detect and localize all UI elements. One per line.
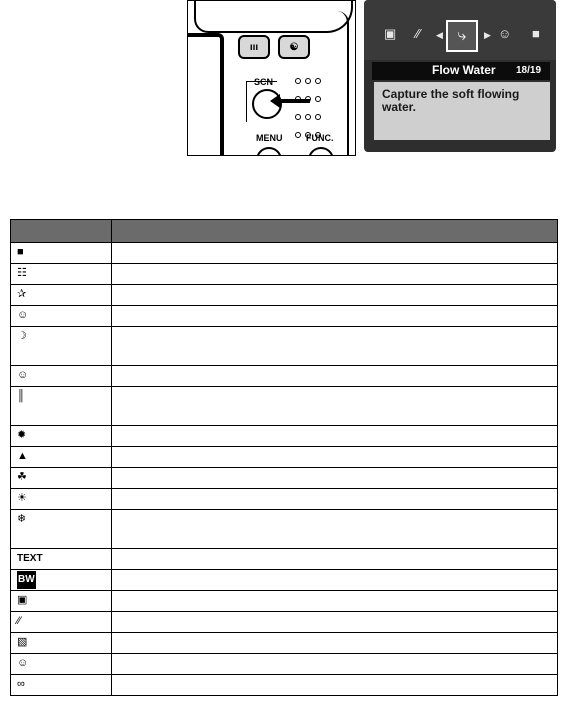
rain-icon: ⁄⁄ (416, 26, 421, 41)
description-cell (112, 285, 558, 306)
table-row (11, 510, 558, 549)
baby-icon: ☺ (17, 657, 29, 669)
icon-cell (11, 306, 112, 327)
scene-description: Capture the soft flowing water. (374, 82, 550, 140)
table-row (11, 489, 558, 510)
table-row (11, 675, 558, 696)
description-cell (112, 447, 558, 468)
table-row (11, 468, 558, 489)
table-row (11, 387, 558, 426)
table-row (11, 327, 558, 366)
icon-cell (11, 426, 112, 447)
menu-label: MENU (256, 133, 283, 143)
icon-cell (11, 447, 112, 468)
sunset-icon: ☀ (17, 492, 27, 504)
description-cell (112, 654, 558, 675)
table-row (11, 549, 558, 570)
description-cell (112, 549, 558, 570)
icon-cell (11, 591, 112, 612)
macro-button: ☯ (278, 35, 310, 59)
night-portrait-icon: ☽ (17, 330, 27, 342)
table-row (11, 654, 558, 675)
sports-icon: ✰ (17, 288, 27, 300)
icon-cell (11, 612, 112, 633)
icon-cell (11, 510, 112, 549)
kids-icon: ☺ (17, 369, 29, 381)
description-cell (112, 591, 558, 612)
camera-right-edge (337, 11, 349, 156)
table-row (11, 306, 558, 327)
icon-cell (11, 468, 112, 489)
menu-button (256, 147, 282, 156)
func-label: FUNC. (306, 133, 334, 143)
table-row (11, 285, 558, 306)
camera-top-edge (194, 0, 353, 33)
burst-button: ııı (238, 35, 270, 59)
icon-cell (11, 327, 112, 366)
table-row (11, 447, 558, 468)
id-card-icon: ☷ (17, 267, 27, 279)
icon-cell (11, 387, 112, 426)
party-icon: ║ (17, 390, 25, 402)
description-cell (112, 510, 558, 549)
description-cell (112, 306, 558, 327)
table-row (11, 243, 558, 264)
portrait-frame-icon: ▣ (384, 26, 397, 41)
rain-icon: ⁄⁄ (17, 615, 21, 627)
scene-mode-table (10, 219, 558, 696)
table-row (11, 591, 558, 612)
description-cell (112, 264, 558, 285)
icon-cell (11, 285, 112, 306)
icon-cell (11, 489, 112, 510)
icon-cell (11, 264, 112, 285)
table-row (11, 570, 558, 591)
description-cell (112, 675, 558, 696)
table-body (11, 243, 558, 696)
icon-cell (11, 549, 112, 570)
description-cell (112, 468, 558, 489)
icon-cell (11, 633, 112, 654)
description-cell (112, 612, 558, 633)
glasses-icon: ∞ (17, 678, 25, 690)
table-row (11, 264, 558, 285)
bw-icon: BW (17, 571, 36, 589)
portrait-icon: ☺ (17, 309, 29, 321)
table-row (11, 426, 558, 447)
snow-icon: ❄ (17, 513, 27, 525)
table-row (11, 366, 558, 387)
scn-label: SCN (254, 77, 274, 87)
fireworks-icon: ✹ (17, 429, 27, 441)
icon-cell (11, 675, 112, 696)
flow-water-icon: ⤷ (446, 20, 478, 52)
camera-back-illustration (187, 0, 356, 156)
icon-cell (11, 570, 112, 591)
flow-water-icon: ▧ (17, 636, 28, 648)
header-description-column (112, 220, 558, 243)
table-header-row (11, 220, 558, 243)
camera-icon: ■ (532, 26, 540, 41)
description-cell (112, 633, 558, 654)
camera-screen (187, 33, 224, 156)
icon-cell (11, 243, 112, 264)
icon-cell (11, 366, 112, 387)
table-row (11, 633, 558, 654)
description-cell (112, 489, 558, 510)
description-cell (112, 426, 558, 447)
table-row (11, 612, 558, 633)
description-cell (112, 243, 558, 264)
description-cell (112, 366, 558, 387)
landscape-icon: ▲ (17, 450, 28, 462)
icon-cell (11, 654, 112, 675)
portrait-frame-icon: ▣ (17, 594, 28, 606)
scene-name: Flow Water (432, 63, 496, 77)
left-triangle-icon: ◀ (436, 30, 443, 40)
description-cell (112, 570, 558, 591)
right-triangle-icon: ▶ (484, 30, 491, 40)
func-button (308, 147, 334, 156)
description-cell (112, 387, 558, 426)
camera-icon: ■ (17, 246, 24, 258)
header-icon-column (11, 220, 112, 243)
leaf-icon: ☘ (17, 471, 27, 483)
scene-counter: 18/19 (516, 65, 542, 76)
text-icon: TEXT (17, 553, 43, 564)
description-cell (112, 327, 558, 366)
lcd-illustration (364, 0, 556, 152)
baby-icon: ☺ (498, 26, 512, 41)
